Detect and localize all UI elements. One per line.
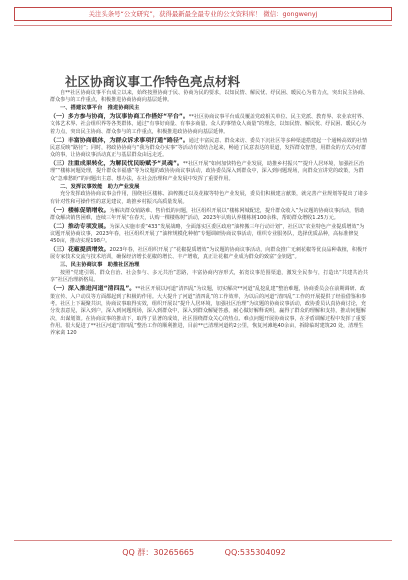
paragraph-text: 为深入实施市委“433”发展战略，全面落实区委区政府“油榨搬三年行动计划”，社区以“农业特色产业提质增效”为议题开展协商议事，2023年春，社区组织开展了“油榨规模化种植”专题调研协商议事活动，组织专业服务队，选择优质品种，高标准修复450亩，推动实现198户。 xyxy=(50,223,365,245)
document-body xyxy=(50,90,368,338)
subheading: （三）花椒提质增效。 xyxy=(50,246,110,254)
qq-group-label: QQ 群：30265665 xyxy=(122,548,195,557)
promo-banner[interactable]: 关注头条号“公文研究”，获得最新最全最专业的公文资料库！ 微信：gongwenyj xyxy=(14,7,392,21)
subheading: （二）推动专项发展。 xyxy=(50,222,110,230)
paragraph-text: 通过丰富民意、群众来访、委员下沉社区等多种渠道搭建起一个通畅高效的社情民意反映“路径”；同时，将政协协商与“我为群众办实事”等活动有效结合起来，畅通了民意表达的渠道，发挥群众智慧，用群众的方式办好群众的事，让协商议事活动真正与基层群众由远走近。 xyxy=(50,137,368,159)
paragraph: 充分发挥政协协商议事会作用，围绕社区楼栋、油榨搬迁以及花椒等特色产业发展，委员们积极建言献策，就完善产业规划等提出了诸多有针对性和可操作性的意见建议，助推乡村振兴高质量发展。 xyxy=(50,191,368,205)
qq-label: QQ:535304092 xyxy=(224,548,286,557)
section-heading-1: 一、搭建议事平台 推进协商民主 xyxy=(60,105,140,112)
paragraph-text: **社区开展“如何加快特色产业发展，助推乡村振兴”“提升人居环境，加强社区治理”“楼栋问题处理，提升群众幸福感”等为议题的政协协商议事活动，政协委员深入到群众中，深入到问题现场，向群众宣讲党的政策，为群众“急难愁盼”的问题出主意、想办法，在社会治理和产业发展中发挥了重要作用。 xyxy=(50,161,364,182)
section-heading-2: 二、发挥议事效能 助力产业发展 xyxy=(60,183,140,190)
subheading: （一）多方参与协商，为议事协商工作搭好“平台”。 xyxy=(50,113,189,121)
intro-paragraph: 自**社区协商议事平台成立以来，始终按照协商于民、协商为民的要求，以知民情、解民忧、纾民困、暖民心为着力点，突出民主协商、群众参与的工作重点，积极推进协商协商向基层延伸。 xyxy=(50,90,368,104)
subheading: （二）丰富协商载体，为群众诉求事项打通“路径”。 xyxy=(50,136,189,144)
subheading: （一）深入推进河道“清四乱”。 xyxy=(50,285,136,293)
page-title: 社区协商议事工作特色亮点材料 xyxy=(65,74,241,89)
subheading: （三）注重成果转化，为解民忧民盼赋予“灵魂”。 xyxy=(50,160,183,168)
paragraph-text: **社区协商议事平台成员覆盖党政相关单位、民主党派、教育界、农业农村界、文体艺术界、社会组织界等各类群体，通过“有事好商量、有事多商量、众人的事情众人商量”的理念，以知民情、解民忧、纾民困、暖民心为着力点，突出民主协商、群众参与的工作重点，积极推进政协协商向基层延伸。 xyxy=(50,114,368,135)
header-divider xyxy=(14,25,392,26)
footer-contact xyxy=(0,547,408,558)
paragraph-text: 2023年春，社区组织开展了“花椒提质增效”为议题的协商议事活动，向群众推广无刺花椒等优良品种栽植，积极开展专家技术交流与技术培训，确保经济增长花椒的增长、丰产增收，真正让花椒产业成为群众的致富“金钥匙”。 xyxy=(50,247,368,261)
subheading: （一）楼栋促销增收。 xyxy=(50,206,110,214)
section-heading-3: 三、民主协商议事 助推社区治理 xyxy=(60,262,140,269)
footer-divider xyxy=(14,540,392,541)
paragraph: 按照“党建引领、群众自治、社会参与、多元共治”思路，丰富协商内容形式，拓宽议事范围渠道，激发全民参与，打造出“共建共治共享”社区治理新格局。 xyxy=(50,270,368,284)
paragraph-text: 为解决群众销路难、售价低的问题，社区组织开展以“楼栋网城配送，提升群众收入”为议题的协商议事活动，帮助群众解决销售困难，连续三年开展“在春天，认购一棵楼栋树”活动，2023年认购认养楼栋树100余株，帮助群众增收1.25万元。 xyxy=(50,207,365,221)
paragraph-text: **社区开展以河道“清四乱”为议题，切实解决**河道“乱挖乱建”整治难题，协商委员会在前期调研、政策宣传、入户动员等方面都起到了积极的作用。大大提升了河道“清四乱”的工作效率，为以后的河道“清四乱”工作的开展提供了经验借鉴和参考。社区上下凝聚共识，协商议事取得实效，组织开展以“提升人居环境，加强社区治理”为议题的协商议事活动，政协委员认真协商讨论，充分发表意见，深入到户，深入到问题现场，深入到群众中，深入到群众解疑答惑，耐心做好解释说明，赢得了群众的理解和支持，推动问题解决，出谋划策。在协商议事的推动下，取得了显著的成效，社区围绕群众关心的热点、难点问题开展协商议事，在矛盾调解过程中发挥了重要作用。很大促进了**社区河道“清四乱”整治工作的顺利推进，目前**已清理河道约2公里，恢复河滩地40余亩，拆除临时建筑20 处，清理生养家禽 120 xyxy=(50,286,367,337)
